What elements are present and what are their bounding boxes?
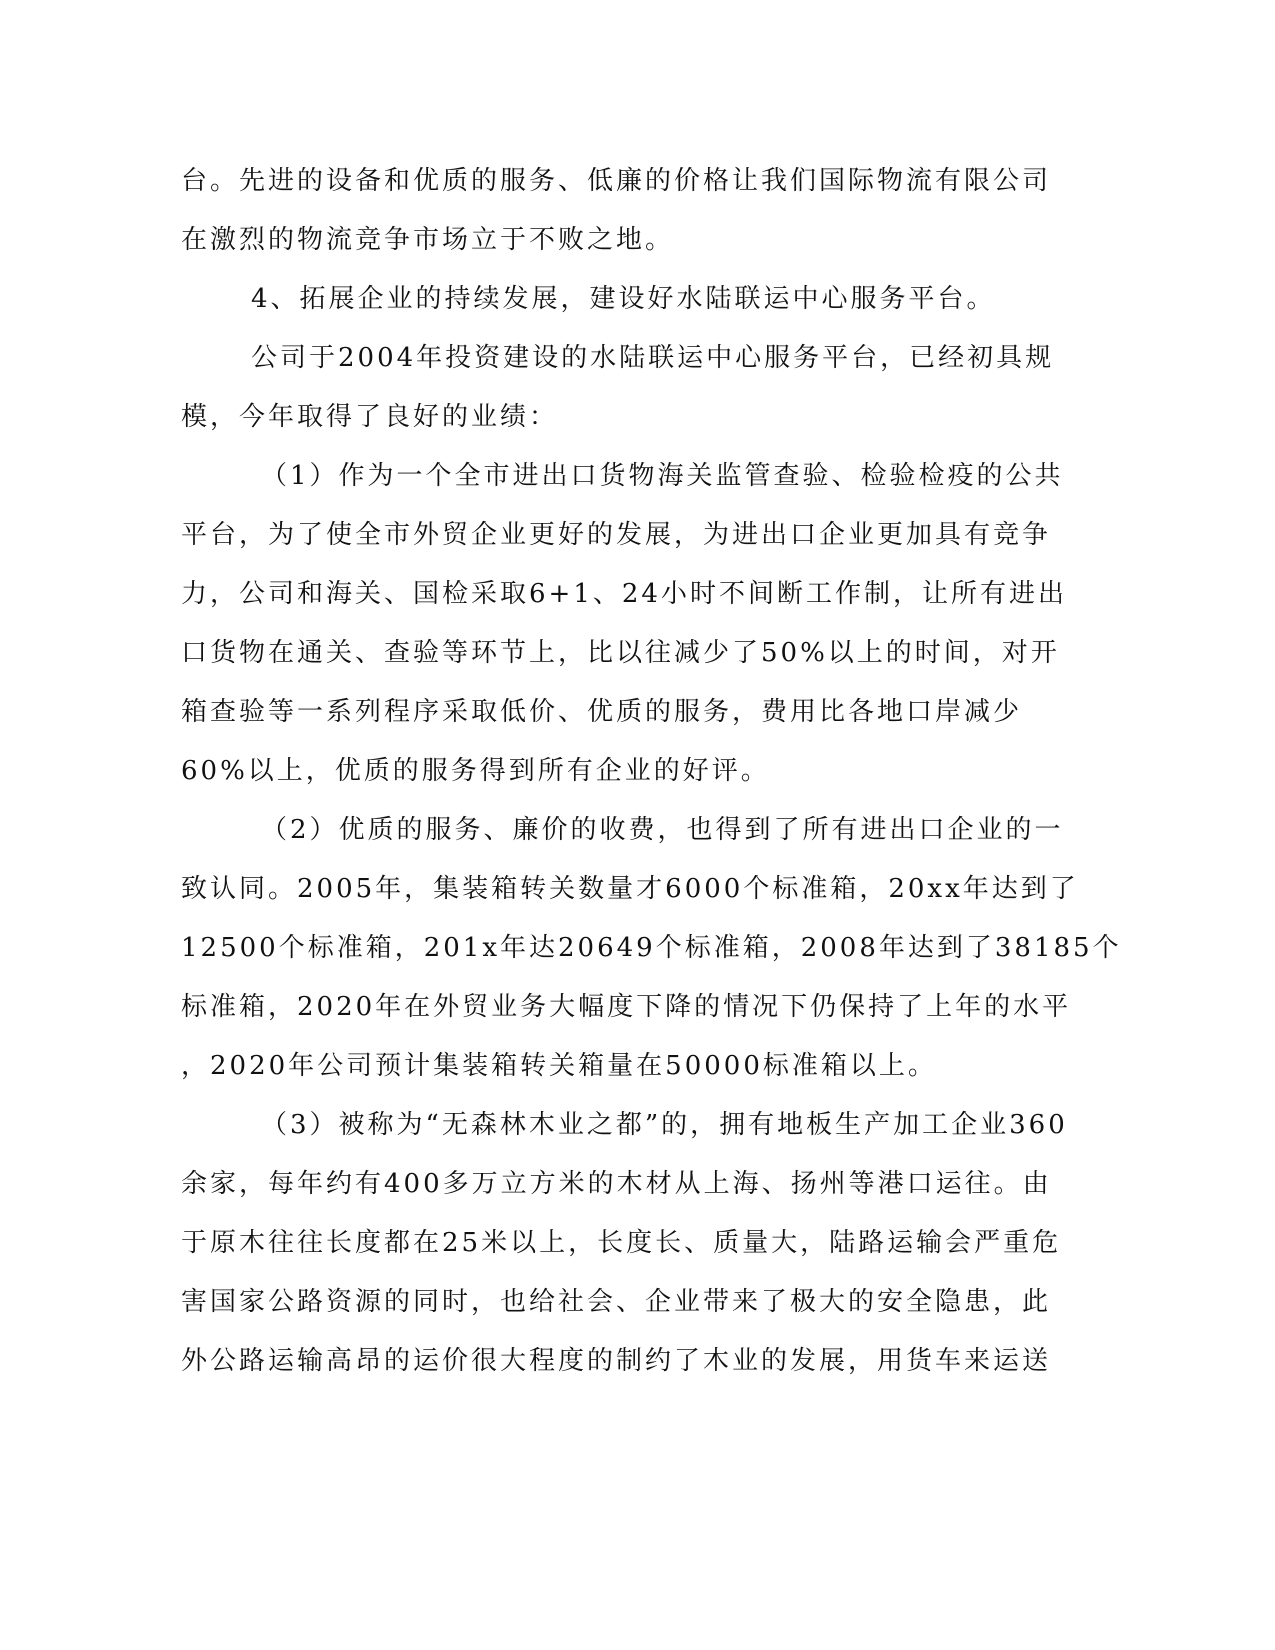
text-line: 害国家公路资源的同时，也给社会、企业带来了极大的安全隐患，此: [181, 1287, 1052, 1317]
text-line: 力，公司和海关、国检采取6+1、24小时不间断工作制，让所有进出: [181, 579, 1067, 609]
text-line: 12500个标准箱，201x年达20649个标准箱，2008年达到了38185个: [181, 933, 1122, 963]
text-line: 致认同。2005年，集装箱转关数量才6000个标准箱，20xx年达到了: [181, 874, 1079, 904]
document-body: [181, 152, 1122, 1391]
text-line: 于原木往往长度都在25米以上，长度长、质量大，陆路运输会严重危: [181, 1228, 1062, 1258]
text-line: 口货物在通关、查验等环节上，比以往减少了50%以上的时间，对开: [181, 638, 1060, 668]
text-line: 标准箱，2020年在外贸业务大幅度下降的情况下仍保持了上年的水平: [181, 992, 1072, 1022]
text-line: 公司于2004年投资建设的水陆联运中心服务平台，已经初具规: [251, 343, 1055, 373]
list-item-1-start: （1）作为一个全市进出口货物海关监管查验、检验检疫的公共: [261, 461, 1064, 491]
list-item-3-start: （3）被称为“无森林木业之都”的，拥有地板生产加工企业360: [261, 1110, 1068, 1140]
text-line: 台。先进的设备和优质的服务、低廉的价格让我们国际物流有限公司: [181, 166, 1052, 196]
text-line: 平台，为了使全市外贸企业更好的发展，为进出口企业更加具有竞争: [181, 520, 1052, 550]
text-line: ，2020年公司预计集装箱转关箱量在50000标准箱以上。: [181, 1051, 937, 1081]
text-line: 外公路运输高昂的运价很大程度的制约了木业的发展，用货车来运送: [181, 1346, 1052, 1376]
list-item-2-start: （2）优质的服务、廉价的收费，也得到了所有进出口企业的一: [261, 815, 1064, 845]
text-line: 模，今年取得了良好的业绩：: [181, 402, 559, 432]
text-line: 在激烈的物流竞争市场立于不败之地。: [181, 225, 675, 255]
section-heading: 4、拓展企业的持续发展，建设好水陆联运中心服务平台。: [251, 284, 996, 314]
text-line: 60%以上，优质的服务得到所有企业的好评。: [181, 756, 770, 786]
text-line: 箱查验等一系列程序采取低价、优质的服务，费用比各地口岸减少: [181, 697, 1023, 727]
text-line: 余家，每年约有400多万立方米的木材从上海、扬州等港口运往。由: [181, 1169, 1052, 1199]
